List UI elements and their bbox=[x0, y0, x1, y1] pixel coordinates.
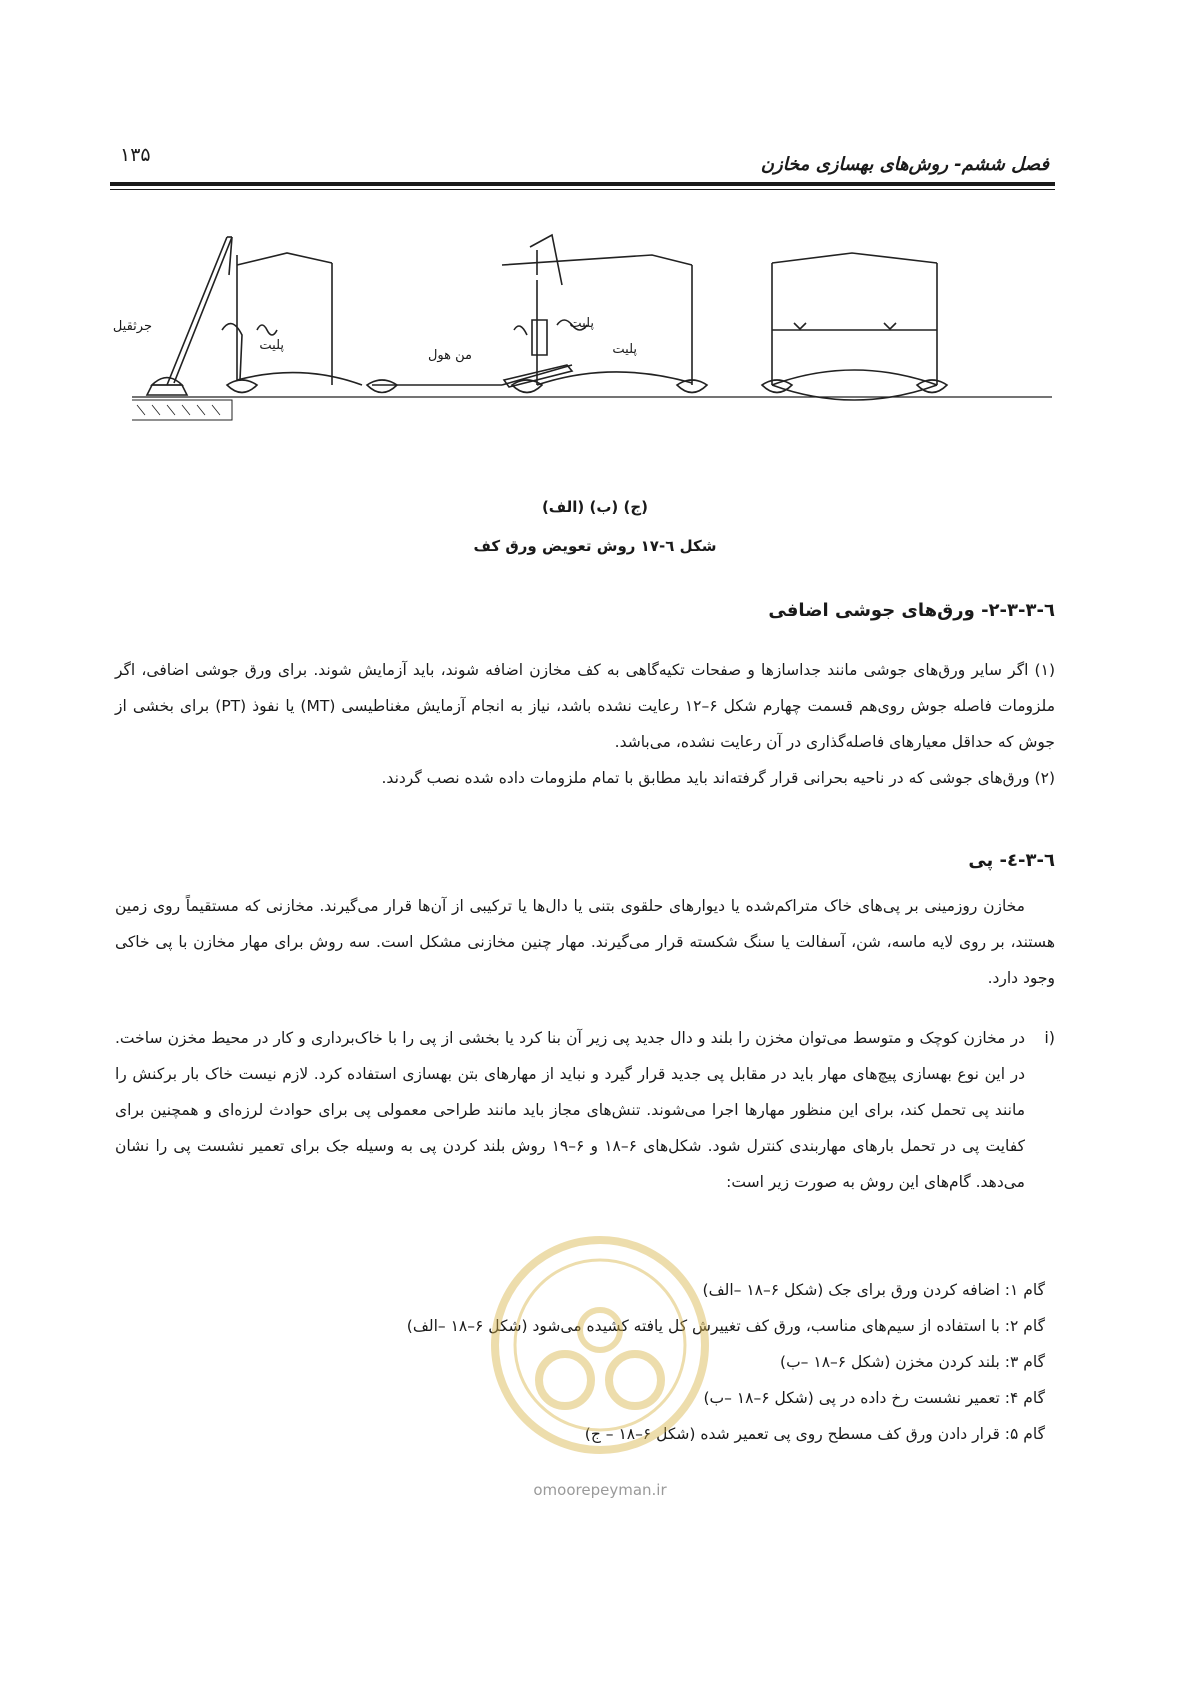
label-plate-mid-top: پلیت bbox=[569, 316, 594, 331]
watermark-seal-icon bbox=[485, 1230, 715, 1460]
figure-drawing bbox=[112, 225, 1052, 475]
foundation-intro: مخازن روزمینی بر پی‌های خاک متراکم‌شده یا دیوارهای حلقوی بتنی یا دال‌ها یا ترکیبی از آن‌ها قرار می‌گیرند. مخازنی که مستقیماً روی زمین هستند، بر روی لایه ماسه، شن، آسفالت یا سنگ شکسته قرار می‌گیرند. مهار چنین مخازنی مشکل است. سه روش برای مهار مخازن با پی خاکی وجود دارد. bbox=[115, 897, 1055, 987]
header-rule-thick bbox=[110, 182, 1055, 186]
watermark-seal bbox=[485, 1230, 715, 1460]
step-4: گام ۴: تعمیر نشست رخ داده در پی (شکل ۶–۱۸ –ب) bbox=[703, 1389, 1045, 1407]
step-3: گام ۳: بلند کردن مخزن (شکل ۶–۱۸ –ب) bbox=[780, 1353, 1045, 1371]
page-header bbox=[110, 140, 1055, 180]
step-5: گام ۵: قرار دادن ورق کف مسطح روی پی تعمیر شده (شکل ۶–۱۸ – ج) bbox=[584, 1425, 1045, 1443]
label-plate-left: پلیت bbox=[259, 338, 284, 353]
chapter-title: فصل ششم- روش‌های بهسازی مخازن bbox=[760, 154, 1049, 175]
figure-caption: شکل ٦-١٧ روش تعویض ورق کف bbox=[473, 537, 717, 555]
section-heading-foundation: ٦-٣-٤- پی bbox=[968, 850, 1055, 871]
section-heading-additional-welded-plates: ٦-٣-٣-٢- ورق‌های جوشی اضافی bbox=[768, 600, 1055, 621]
paragraph-1: (١) اگر سایر ورق‌های جوشی مانند جداسازها و صفحات تکیه‌گاهی به کف مخازن اضافه شوند، باید آزمایش شوند. برای ورق جوشی اضافی، اگر ملزومات فاصله جوش روی‌هم قسمت چهارم شکل ۶–۱۲ رعایت نشده باشد، نیاز به انجام آزمایش مغناطیسی (MT) یا نفوذ (PT) برای بخشی از جوش که حداقل معیارهای فاصله‌گذاری در آن رعایت نشده، می‌باشد. bbox=[115, 661, 1055, 751]
list-item-text: در مخازن کوچک و متوسط می‌توان مخزن را بلند و دال جدید پی زیر آن بنا کرد یا بخشی از پی را با خاک‌برداری و کار در محیط مخزن ساخت. در این نوع بهسازی پیچ‌های مهار باید در مقابل پی جدید قرار گیرد و نباید از مهارهای بتن بهسازی استفاده کرد. لازم نیست خاک بار برکنش را مانند پی تحمل کند، برای این منظور مهارها اجرا می‌شوند. تنش‌های مجاز باید مانند طراحی معمولی پی برای حوادث لرزه‌ای و همچنین برای کفایت پی در تحمل بارهای مهاربندی کنترل شود. شکل‌های ۶–۱۸ و ۶–۱۹ روش بلند کردن پی به وسیله جک برای تعمیر نشست پی را نشان می‌دهد. گام‌های این روش به صورت زیر است: bbox=[115, 1029, 1025, 1191]
list-item-marker: i) bbox=[1044, 1028, 1055, 1047]
paragraph-2: (٢) ورق‌های جوشی که در ناحیه بحرانی قرار گرفته‌اند باید مطابق با تمام ملزومات داده شده نصب گردند. bbox=[381, 769, 1055, 787]
label-crane: جرثقیل bbox=[112, 319, 152, 334]
page-number: ۱۳۵ bbox=[120, 144, 151, 166]
label-plate-mid: پلیت bbox=[612, 342, 637, 357]
header-rule-thin bbox=[110, 189, 1055, 190]
section-a-body bbox=[115, 652, 1055, 796]
tank-floor-replacement-figure bbox=[112, 225, 1052, 475]
label-manhole: من هول bbox=[427, 348, 472, 363]
figure-sub-labels: (ج) (ب) (الف) bbox=[541, 498, 649, 516]
step-2: گام ۲: با استفاده از سیم‌های مناسب، ورق کف تغییرش کل یافته کشیده می‌شود (شکل ۶–۱۸ –الف) bbox=[406, 1317, 1045, 1335]
step-1: گام ۱: اضافه کردن ورق برای جک (شکل ۶–۱۸ –الف) bbox=[702, 1281, 1045, 1299]
watermark-url: omoorepeyman.ir bbox=[533, 1481, 667, 1499]
